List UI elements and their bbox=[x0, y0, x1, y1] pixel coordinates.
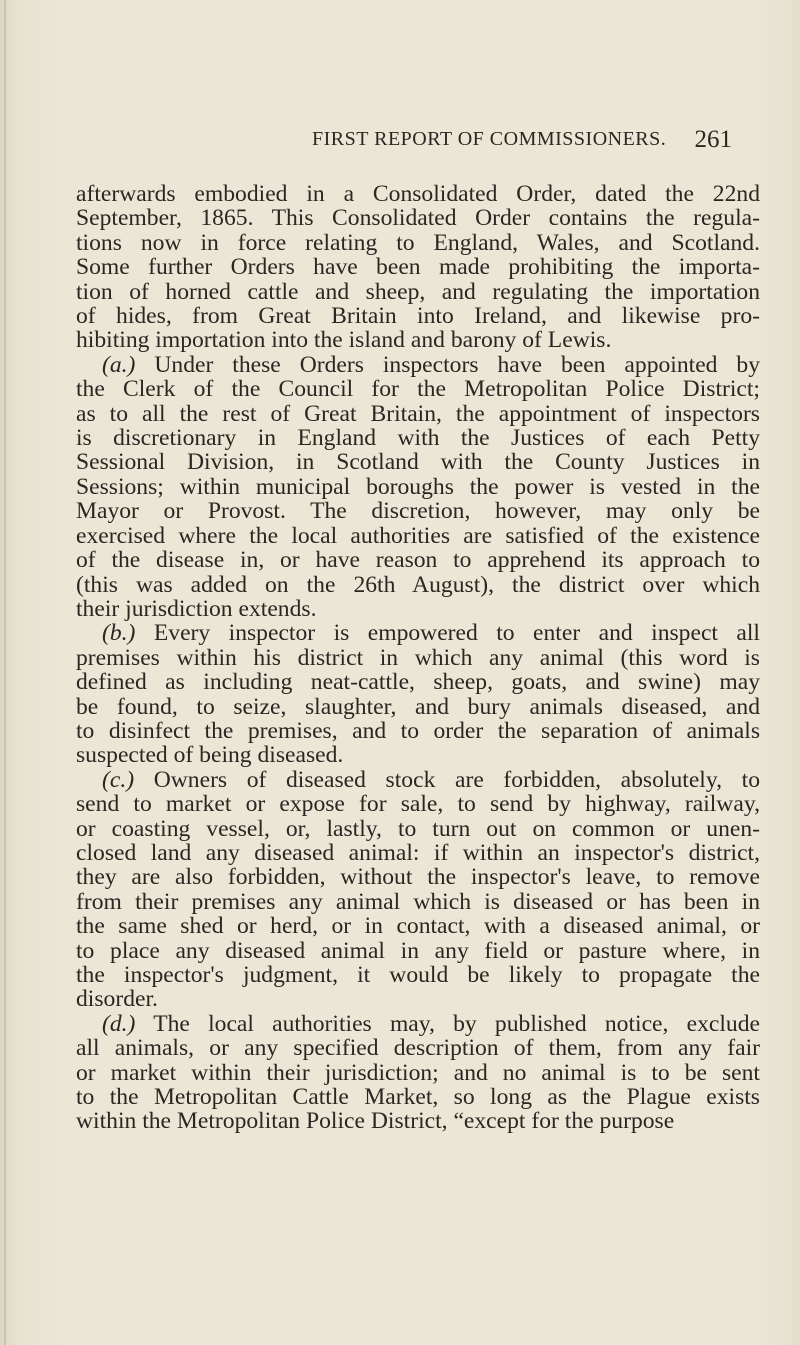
text-line bbox=[76, 377, 760, 401]
text-line bbox=[76, 1085, 760, 1109]
line-text: exercised where the local authorities are satisfied of the existence bbox=[76, 522, 760, 549]
line-text: suspected of being diseased. bbox=[76, 742, 344, 769]
line-text: they are also forbidden, without the inspector's leave, to remove bbox=[76, 864, 760, 891]
text-line bbox=[76, 1012, 760, 1036]
line-text: (this was added on the 26th August), the district over which bbox=[76, 571, 760, 598]
paragraph-marker: (b.) bbox=[102, 620, 136, 647]
text-line bbox=[76, 597, 760, 621]
text-line bbox=[76, 426, 760, 450]
line-text: to the Metropolitan Cattle Market, so long as the Plague exists bbox=[76, 1084, 760, 1111]
line-text: or market within their jurisdiction; and no animal is to be sent bbox=[76, 1059, 760, 1086]
text-line bbox=[76, 719, 760, 743]
text-line bbox=[76, 890, 760, 914]
text-line bbox=[76, 1109, 760, 1133]
line-text: tions now in force relating to England, Wales, and Scotland. bbox=[76, 229, 760, 256]
binding-edge bbox=[4, 0, 6, 1345]
line-text: is discretionary in England with the Justices of each Petty bbox=[76, 425, 760, 452]
text-line bbox=[76, 646, 760, 670]
text-line bbox=[76, 914, 760, 938]
line-text: to place any diseased animal in any field or pasture where, in bbox=[76, 937, 760, 964]
line-text: Owners of diseased stock are forbidden, absolutely, to bbox=[134, 766, 760, 793]
text-line bbox=[76, 206, 760, 230]
text-line bbox=[76, 499, 760, 523]
paragraph bbox=[76, 768, 760, 1012]
line-text: September, 1865. This Consolidated Order contains the regula- bbox=[76, 205, 760, 232]
text-line bbox=[76, 450, 760, 474]
text-line bbox=[76, 353, 760, 377]
paragraph bbox=[76, 621, 760, 767]
text-line bbox=[76, 573, 760, 597]
line-text: premises within his district in which any animal (this word is bbox=[76, 644, 760, 671]
line-text: the Clerk of the Council for the Metropolitan Police District; bbox=[76, 376, 760, 403]
text-line bbox=[76, 280, 760, 304]
line-text: closed land any diseased animal: if within an inspector's district, bbox=[76, 839, 760, 866]
text-line bbox=[76, 987, 760, 1011]
line-text: within the Metropolitan Police District, “except for the purpose bbox=[76, 1108, 675, 1135]
line-text: as to all the rest of Great Britain, the appointment of inspectors bbox=[76, 400, 760, 427]
line-text: defined as including neat-cattle, sheep, goats, and swine) may bbox=[76, 669, 760, 696]
text-line bbox=[76, 963, 760, 987]
text-line bbox=[76, 670, 760, 694]
line-text: tion of horned cattle and sheep, and regulating the importation bbox=[76, 278, 760, 305]
line-text: disorder. bbox=[76, 986, 158, 1013]
text-line bbox=[76, 695, 760, 719]
text-line bbox=[76, 768, 760, 792]
text-line bbox=[76, 402, 760, 426]
text-line bbox=[76, 548, 760, 572]
line-text: send to market or expose for sale, to send by highway, railway, bbox=[76, 791, 760, 818]
line-text: Sessions; within municipal boroughs the power is vested in the bbox=[76, 473, 760, 500]
text-line bbox=[76, 621, 760, 645]
text-line bbox=[76, 865, 760, 889]
text-line bbox=[76, 182, 760, 206]
line-text: Mayor or Provost. The discretion, however, may only be bbox=[76, 498, 760, 525]
line-text: their jurisdiction extends. bbox=[76, 595, 317, 622]
line-text: the same shed or herd, or in contact, with a diseased animal, or bbox=[76, 913, 760, 940]
line-text: hibiting importation into the island and barony of Lewis. bbox=[76, 327, 612, 354]
text-line bbox=[76, 939, 760, 963]
running-title: FIRST REPORT OF COMMISSIONERS. bbox=[312, 128, 667, 150]
line-text: from their premises any animal which is diseased or has been in bbox=[76, 888, 760, 915]
text-line bbox=[76, 475, 760, 499]
page-number: 261 bbox=[694, 126, 732, 153]
text-line bbox=[76, 841, 760, 865]
line-text: or coasting vessel, or, lastly, to turn out on common or unen- bbox=[76, 815, 760, 842]
text-line bbox=[76, 1036, 760, 1060]
line-text: Sessional Division, in Scotland with the County Justices in bbox=[76, 449, 760, 476]
text-line bbox=[76, 743, 760, 767]
paragraph-marker: (a.) bbox=[102, 351, 136, 378]
text-line bbox=[76, 255, 760, 279]
line-text: of the disease in, or have reason to apprehend its approach to bbox=[76, 547, 760, 574]
text-line bbox=[76, 328, 760, 352]
line-text: Every inspector is empowered to enter and inspect all bbox=[135, 620, 760, 647]
line-text: all animals, or any specified description of them, from any fair bbox=[76, 1035, 760, 1062]
body-text bbox=[76, 182, 760, 1134]
line-text: be found, to seize, slaughter, and bury animals diseased, and bbox=[76, 693, 760, 720]
line-text: The local authorities may, by published notice, exclude bbox=[135, 1010, 760, 1037]
paragraph bbox=[76, 182, 760, 353]
line-text: of hides, from Great Britain into Ireland, and likewise pro- bbox=[76, 303, 760, 330]
line-text: afterwards embodied in a Consolidated Order, dated the 22nd bbox=[76, 181, 760, 207]
paragraph bbox=[76, 353, 760, 621]
paragraph bbox=[76, 1012, 760, 1134]
text-line bbox=[76, 792, 760, 816]
paragraph-marker: (c.) bbox=[102, 766, 135, 793]
line-text: Under these Orders inspectors have been appointed by bbox=[135, 351, 760, 378]
text-line bbox=[76, 231, 760, 255]
text-line bbox=[76, 524, 760, 548]
paragraph-marker: (d.) bbox=[102, 1010, 136, 1037]
line-text: to disinfect the premises, and to order the separation of animals bbox=[76, 717, 760, 744]
text-line bbox=[76, 1061, 760, 1085]
running-head bbox=[312, 128, 732, 158]
line-text: the inspector's judgment, it would be likely to propagate the bbox=[76, 962, 760, 988]
line-text: Some further Orders have been made prohibiting the importa- bbox=[76, 254, 760, 281]
text-line bbox=[76, 304, 760, 328]
text-line bbox=[76, 817, 760, 841]
